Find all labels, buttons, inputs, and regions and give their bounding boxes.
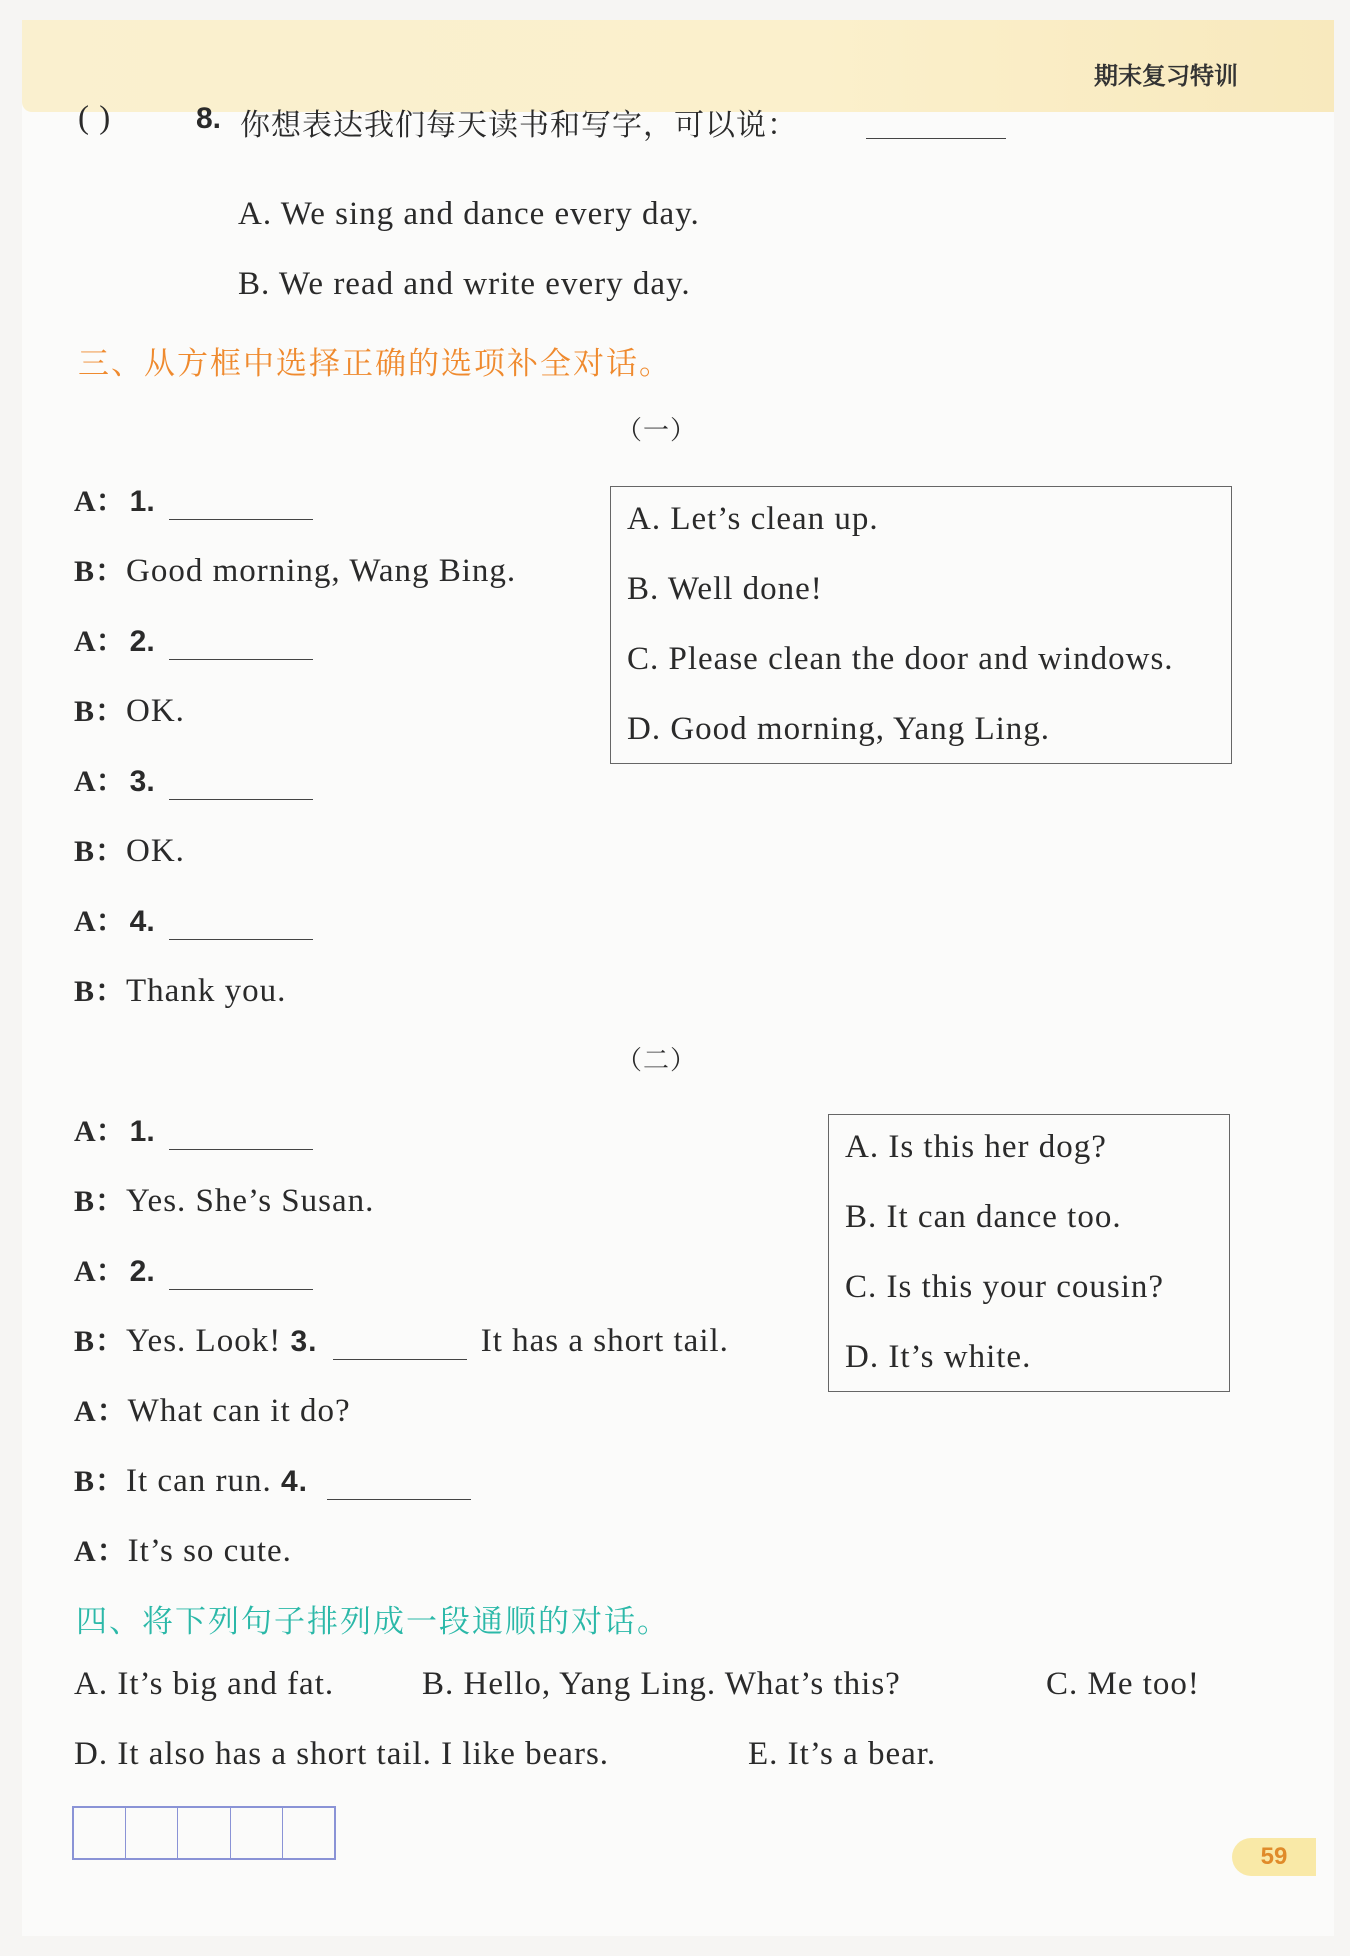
dialogue-line	[74, 1456, 471, 1500]
dialogue-line	[74, 826, 185, 870]
speaker-label: B：	[74, 1185, 127, 1218]
sentence-e: E. It’s a bear.	[748, 1736, 937, 1772]
speaker-label: B：	[74, 835, 127, 868]
option-item: B. It can dance too.	[845, 1199, 1122, 1235]
blank-number: 2.	[129, 1255, 155, 1288]
answer-blank[interactable]	[169, 627, 313, 660]
speaker-label: B：	[74, 1325, 127, 1358]
dialogue-line	[74, 966, 286, 1010]
option-item: D. Good morning, Yang Ling.	[627, 711, 1051, 747]
speaker-label: A：	[74, 485, 126, 518]
dialogue-text: It can run.	[126, 1463, 272, 1499]
section3-title: 三、从方框中选择正确的选项补全对话。	[78, 346, 672, 382]
dialogue-text: What can it do?	[127, 1393, 351, 1429]
q8-number: 8.	[196, 102, 222, 135]
page-number: 59	[1232, 1838, 1316, 1876]
dialogue-line	[74, 1176, 374, 1220]
q8-option-b: B. We read and write every day.	[238, 266, 691, 302]
option-item: B. Well done!	[627, 571, 823, 607]
blank-number: 4.	[129, 905, 155, 938]
part2-options-box	[828, 1114, 1230, 1392]
dialogue-text: Yes. Look!	[126, 1323, 282, 1359]
dialogue-line	[74, 476, 313, 520]
answer-blank[interactable]	[169, 1117, 313, 1150]
speaker-label: A：	[74, 1255, 126, 1288]
dialogue-text: OK.	[126, 693, 185, 729]
speaker-label: A：	[74, 765, 126, 798]
part1-options-box	[610, 486, 1232, 764]
blank-number: 4.	[280, 1465, 308, 1498]
answer-cell[interactable]	[126, 1808, 178, 1858]
answer-blank[interactable]	[169, 907, 313, 940]
header-title: 期末复习特训	[1094, 62, 1238, 90]
q8-option-a: A. We sing and dance every day.	[238, 196, 700, 232]
dialogue-text: It has a short tail.	[480, 1323, 729, 1359]
answer-blank[interactable]	[169, 1257, 313, 1290]
dialogue-text: Yes. She’s Susan.	[126, 1183, 375, 1219]
speaker-label: B：	[74, 975, 127, 1008]
part2-label: （二）	[616, 1046, 698, 1076]
dialogue-line	[74, 756, 313, 800]
speaker-label: A：	[74, 1535, 128, 1568]
option-item: D. It’s white.	[845, 1339, 1032, 1375]
dialogue-line	[74, 1316, 729, 1360]
dialogue-line	[74, 1246, 313, 1290]
dialogue-line	[74, 1106, 313, 1150]
speaker-label: A：	[74, 1395, 128, 1428]
sentence-d: D. It also has a short tail. I like bears.	[74, 1736, 610, 1772]
answer-cell[interactable]	[178, 1808, 230, 1858]
speaker-label: A：	[74, 905, 126, 938]
dialogue-line	[74, 686, 185, 730]
answer-cell[interactable]	[283, 1808, 334, 1858]
blank-number: 2.	[129, 625, 155, 658]
dialogue-line	[74, 1386, 351, 1430]
sentence-c: C. Me too!	[1046, 1666, 1200, 1702]
answer-order-grid	[72, 1806, 336, 1860]
dialogue-text: OK.	[126, 833, 185, 869]
sentence-a: A. It’s big and fat.	[74, 1666, 335, 1702]
q8-blank[interactable]	[866, 106, 1006, 139]
answer-cell[interactable]	[74, 1808, 126, 1858]
section4-title: 四、将下列句子排列成一段通顺的对话。	[76, 1604, 670, 1640]
dialogue-text: It’s so cute.	[127, 1533, 292, 1569]
option-item: A. Is this her dog?	[845, 1129, 1107, 1165]
sentence-b: B. Hello, Yang Ling. What’s this?	[422, 1666, 901, 1702]
answer-cell[interactable]	[231, 1808, 283, 1858]
option-item: C. Is this your cousin?	[845, 1269, 1165, 1305]
answer-blank[interactable]	[327, 1467, 471, 1500]
speaker-label: B：	[74, 1465, 127, 1498]
blank-number: 3.	[129, 765, 155, 798]
speaker-label: A：	[74, 1115, 126, 1148]
blank-number: 3.	[290, 1325, 318, 1358]
answer-blank[interactable]	[333, 1327, 467, 1360]
dialogue-line	[74, 1526, 292, 1570]
q8-prompt: 你想表达我们每天读书和写字，可以说：	[240, 108, 798, 143]
dialogue-text: Thank you.	[126, 973, 287, 1009]
part1-label: （一）	[616, 416, 698, 446]
dialogue-text: Good morning, Wang Bing.	[126, 553, 517, 589]
dialogue-line	[74, 616, 313, 660]
speaker-label: B：	[74, 695, 127, 728]
answer-blank[interactable]	[169, 487, 313, 520]
answer-blank[interactable]	[169, 767, 313, 800]
speaker-label: A：	[74, 625, 126, 658]
blank-number: 1.	[129, 1115, 155, 1148]
option-item: C. Please clean the door and windows.	[627, 641, 1174, 677]
q8-answer-paren[interactable]: ( )	[78, 100, 112, 136]
dialogue-line	[74, 896, 313, 940]
option-item: A. Let’s clean up.	[627, 501, 879, 537]
dialogue-line	[74, 546, 516, 590]
blank-number: 1.	[129, 485, 155, 518]
header-band	[22, 20, 1334, 112]
speaker-label: B：	[74, 555, 127, 588]
